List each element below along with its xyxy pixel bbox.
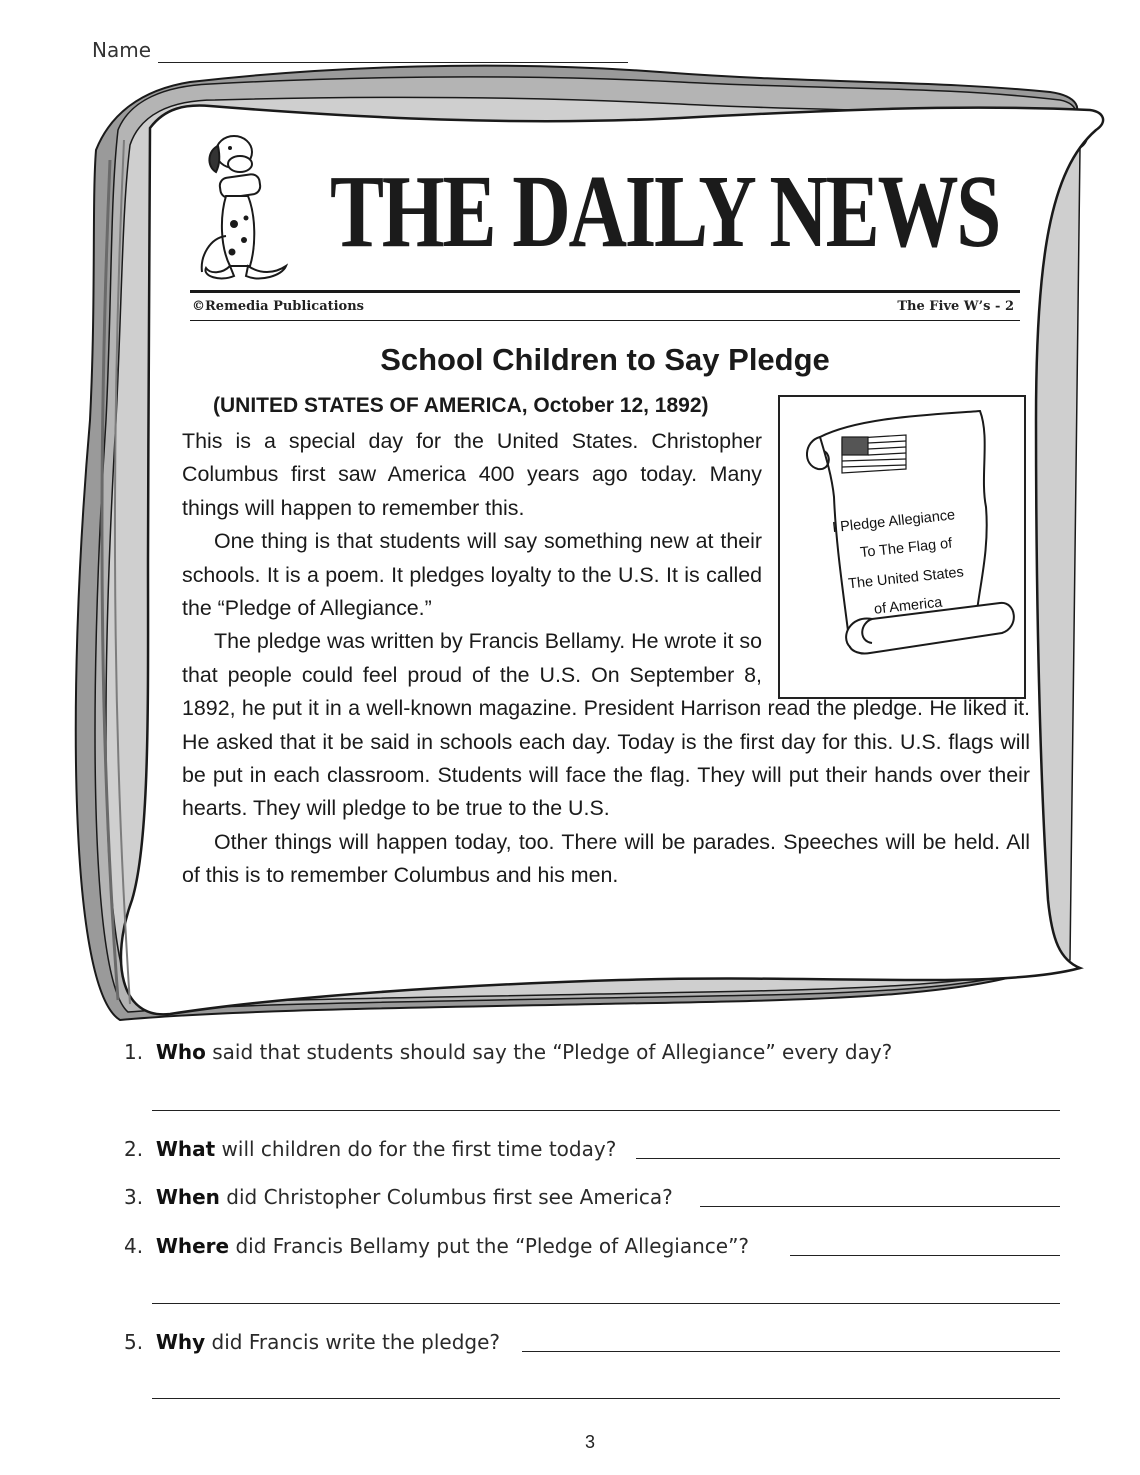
masthead-rule-bottom bbox=[190, 320, 1020, 321]
answer-line-3[interactable] bbox=[700, 1206, 1060, 1207]
article-dateline: (UNITED STATES OF AMERICA, October 12, 1892) bbox=[213, 394, 709, 417]
answer-line-2[interactable] bbox=[636, 1158, 1060, 1159]
article-paragraph: Other things will happen today, too. There will be parades. Speeches will be held. All of this is to remember Columbus and his men. bbox=[182, 829, 1030, 888]
answer-line-4a[interactable] bbox=[790, 1255, 1060, 1256]
article-paragraph: One thing is that students will say something new at their schools. It is a poem. It pledges loyalty to the U.S. It is called the “Pledge of Allegiance.” bbox=[182, 529, 762, 621]
question-4: 4. Where did Francis Bellamy put the “Pledge of Allegiance”? bbox=[124, 1234, 750, 1258]
answer-line-1[interactable] bbox=[152, 1110, 1060, 1111]
scroll-line: I Pledge Allegiance bbox=[831, 507, 956, 537]
question-3: 3. When did Christopher Columbus first see America? bbox=[124, 1185, 673, 1209]
scroll-line: To The Flag of bbox=[859, 535, 953, 562]
publisher-credit: ©Remedia Publications bbox=[192, 299, 364, 314]
article-paragraph: This is a special day for the United States. Christopher Columbus first saw America 400 years ago today. Many things will happen to remember this. bbox=[182, 429, 762, 520]
masthead-title: THE DAILY NEWS bbox=[330, 154, 1000, 269]
question-2: 2. What will children do for the first time today? bbox=[124, 1137, 617, 1161]
article-paragraph: The pledge was written by Francis Bellamy. He wrote it so that people could feel proud of the U.S. On September 8, 1892, he put it in a well-known magazine. President Harrison read the pledge. He liked it. He asked that it be said in schools each day. Today is the first day for this. U.S. flags will be put in each classroom. Students will face the flag. They will put their hands over their hearts. They will pledge to be true to the U.S. bbox=[182, 629, 1030, 821]
question-5: 5. Why did Francis write the pledge? bbox=[124, 1330, 501, 1354]
answer-line-5b[interactable] bbox=[152, 1398, 1060, 1399]
article-headline: School Children to Say Pledge bbox=[380, 342, 830, 377]
scroll-line: The United States bbox=[847, 564, 965, 593]
answer-line-4b[interactable] bbox=[152, 1303, 1060, 1304]
masthead-rule-top bbox=[190, 290, 1020, 293]
name-label: Name bbox=[92, 38, 152, 62]
pledge-illustration bbox=[778, 395, 1026, 699]
dalmatian-mascot-icon bbox=[190, 126, 300, 286]
page-number: 3 bbox=[584, 1432, 595, 1452]
pledge-scroll-icon bbox=[780, 397, 1024, 697]
series-credit: The Five W’s - 2 bbox=[897, 299, 1014, 314]
answer-line-5a[interactable] bbox=[522, 1351, 1060, 1352]
scroll-line: of America bbox=[873, 594, 944, 618]
question-1: 1. Who said that students should say the “Pledge of Allegiance” every day? bbox=[124, 1040, 893, 1064]
